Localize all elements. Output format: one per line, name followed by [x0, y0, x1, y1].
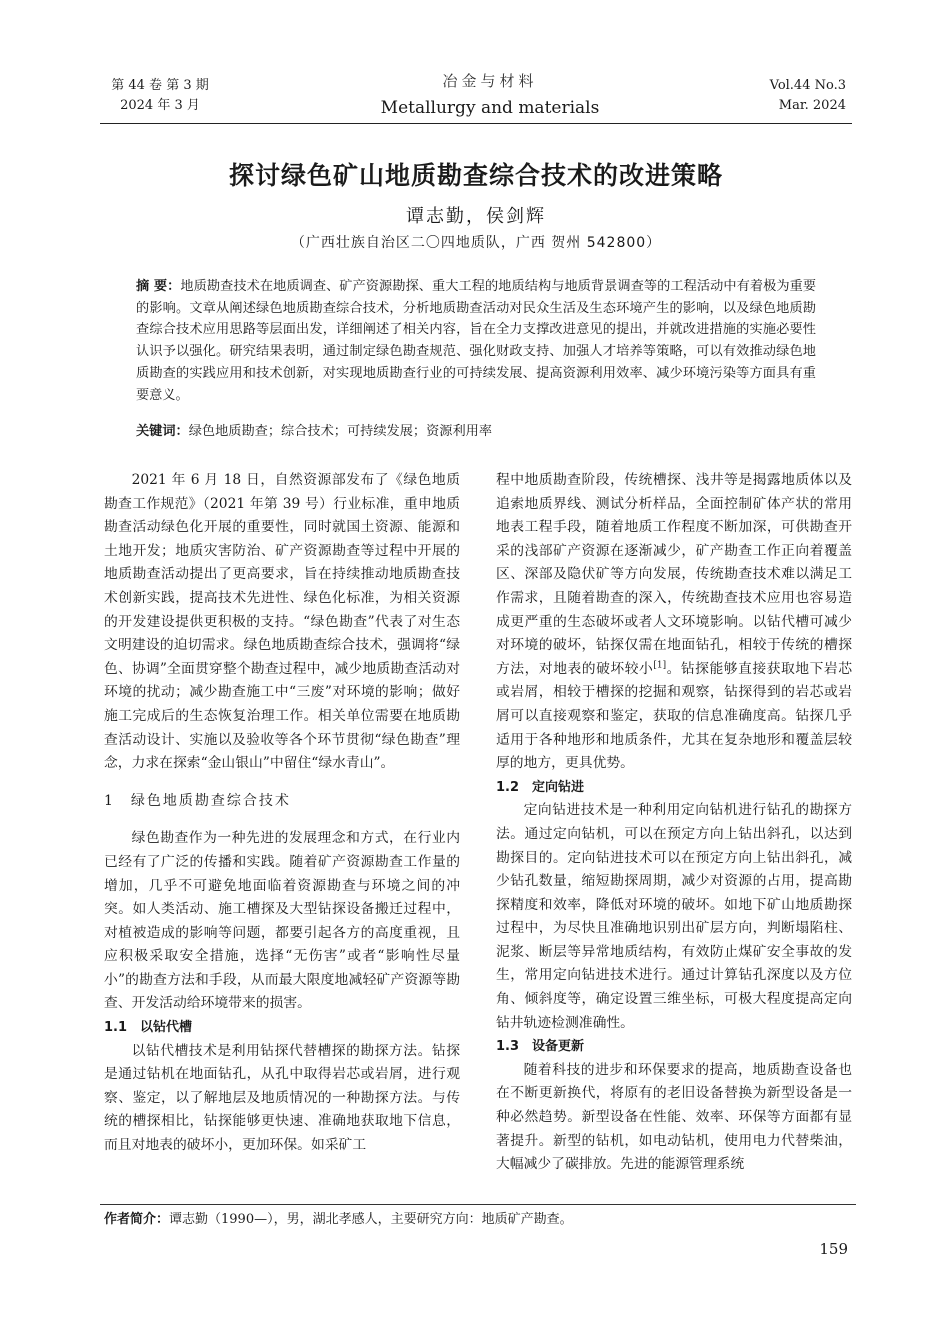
footnote [104, 1210, 573, 1230]
volume-issue-en: Vol.44 No.3 [769, 78, 846, 93]
abstract-label: 摘 要： [136, 279, 181, 294]
header-right [770, 76, 846, 116]
subsection-1-3-paragraph: 随着科技的进步和环保要求的提高，地质勘查设备也在不断更新换代，将原有的老旧设备替换为新型设备是一种必然趋势。新型设备在性能、效率、环保等方面都有显著提升。新型的钻机，如电动钻机，使用电力代替柴油，大幅减少了碳排放。先进的能源管理系统 [496, 1061, 852, 1173]
issue-date: 2024 年 3 月 [120, 98, 200, 113]
journal-name-en: Metallurgy and materials [380, 98, 600, 118]
header-center [330, 70, 650, 120]
footnote-rule [100, 1204, 856, 1205]
footnote-text: 谭志勤（1990—），男，湖北孝感人，主要研究方向：地质矿产勘查。 [169, 1212, 573, 1227]
volume-issue: 第 44 卷 第 3 期 [111, 78, 209, 93]
subsection-heading-1-2: 1.2 定向钻进 [496, 779, 585, 795]
issue-date-en: Mar. 2024 [778, 98, 846, 113]
left-column [104, 469, 460, 1158]
section-heading-1: 1 绿色地质勘查综合技术 [104, 792, 291, 809]
abstract-text: 地质勘查技术在地质调查、矿产资源勘探、重大工程的地质结构与地质背景调查等的工程活动中有着极为重要的影响。文章从阐述绿色地质勘查综合技术，分析地质勘查活动对民众生活及生态环境产生的影响，以及绿色地质勘查综合技术应用思路等层面出发，详细阐述了相关内容，旨在全力支撑改进意见的提出，并就改进措施的实施必要性认识予以强化。研究结果表明，通过制定绿色勘查规范、强化财政支持、加强人才培养等策略，可以有效推动绿色地质勘查的实践应用和技术创新，对实现地质勘查行业的可持续发展、提高资源利用效率、减少环境污染等方面具有重要意义。 [136, 279, 817, 403]
subsection-1-1-paragraph: 以钻代槽技术是利用钻探代替槽探的勘探方法。钻探是通过钻机在地面钻孔，从孔中取得岩芯或岩屑，进行观察、鉴定，以了解地层及地质情况的一种勘探方法。与传统的槽探相比，钻探能够更快速、准确地获取地下信息，而且对地表的破坏小，更加环保。如采矿工 [104, 1042, 460, 1154]
header-left [100, 76, 220, 116]
continued-paragraph [496, 469, 852, 776]
page-number: 159 [819, 1240, 848, 1258]
journal-name-cn: 冶金与材料 [442, 72, 538, 90]
subsection-1-2-paragraph: 定向钻进技术是一种利用定向钻机进行钻孔的勘探方法。通过定向钻机，可以在预定方向上钻出斜孔，以达到勘探目的。定向钻进技术可以在预定方向上钻出斜孔，减少钻孔数量，缩短勘探周期，减少对资源的占用，提高勘探精度和效率，降低对环境的破坏。如地下矿山地质勘探过程中，为尽快且准确地识别出矿层方向，判断塌陷柱、泥浆、断层等异常地质结构，有效防止煤矿安全事故的发生，常用定向钻进技术进行。通过计算钻孔深度以及方位角、倾斜度等，确定设置三维坐标，可极大程度提高定向钻井轨迹检测准确性。 [496, 802, 852, 1031]
authors: 谭志勤，侯剑辉 [406, 206, 546, 227]
header-rule [100, 123, 852, 124]
continued-text-b: 。钻探能够直接获取地下岩芯或岩屑，相较于槽探的挖掘和观察，钻探得到的岩芯或岩屑可以直接观察和鉴定，获取的信息准确度高。钻探几乎适用于各种地形和地质条件，尤其在复杂地形和覆盖层较厚的地方，更具优势。 [496, 660, 853, 772]
section-1-paragraph: 绿色勘查作为一种先进的发展理念和方式，在行业内已经有了广泛的传播和实践。随着矿产资源勘查工作量的增加，几乎不可避免地面临着资源勘查与环境之间的冲突。如人类活动、施工槽探及大型钻探设备搬迁过程中，对植被造成的影响等问题，都要引起各方的高度重视，且应积极采取安全措施，选择“无伤害”或者“影响性尽量小”的勘查方法和手段，从而最大限度地减轻矿产资源等勘查、开发活动给环境带来的损害。 [104, 830, 460, 1012]
keywords-text: 绿色地质勘查；综合技术；可持续发展；资源利用率 [188, 424, 493, 439]
keywords-label: 关键词： [136, 424, 189, 439]
intro-paragraph: 2021 年 6 月 18 日，自然资源部发布了《绿色地质勘查工作规范》（2021 年第 39 号）行业标准，重申地质勘查活动绿色化开展的重要性，同时就国土资源、能源和土地开发；地质灾害防治、矿产资源勘查等过程中开展的地质勘查活动提出了更高要求，旨在持续推动地质勘查技术创新实践，提高技术先进性、绿色化标准，为相关资源的开发建设提供更积极的支持。“绿色勘查”代表了对生态文明建设的迫切需求。绿色地质勘查综合技术，强调将“绿色、协调”全面贯穿整个勘查过程中，减少地质勘查活动对环境的扰动；减少勘查施工中“三废”对环境的影响；做好施工完成后的生态恢复治理工作。相关单位需要在地质勘查活动设计、实施以及验收等各个环节贯彻“绿色勘查”理念，力求在探索“金山银山”中留住“绿水青山”。 [104, 472, 460, 772]
citation-ref: [1] [653, 660, 667, 671]
continued-text-a: 程中地质勘查阶段，传统槽探、浅井等是揭露地质体以及追索地质界线、测试分析样品，全面控制矿体产状的常用地表工程手段，随着地质工作程度不断加深，可供勘查开采的浅部矿产资源在逐渐减少，矿产勘查工作正向着覆盖区、深部及隐伏矿等方向发展，传统勘查技术难以满足工作需求，且随着勘查的深入，传统勘查技术应用也容易造成更严重的生态破坏或者人文环境影响。以钻代槽可减少对环境的破坏，钻探仅需在地面钻孔，相较于传统的槽探方法，对地表的破坏较小 [496, 472, 852, 677]
right-column [496, 469, 852, 1177]
affiliation: （广西壮族自治区二〇四地质队，广西 贺州 542800） [290, 235, 662, 251]
footnote-label: 作者简介： [104, 1212, 170, 1227]
paper-title: 探讨绿色矿山地质勘查综合技术的改进策略 [228, 161, 723, 190]
subsection-heading-1-1: 1.1 以钻代槽 [104, 1020, 193, 1036]
abstract [136, 276, 816, 406]
keywords [136, 421, 816, 442]
subsection-heading-1-3: 1.3 设备更新 [496, 1039, 585, 1055]
